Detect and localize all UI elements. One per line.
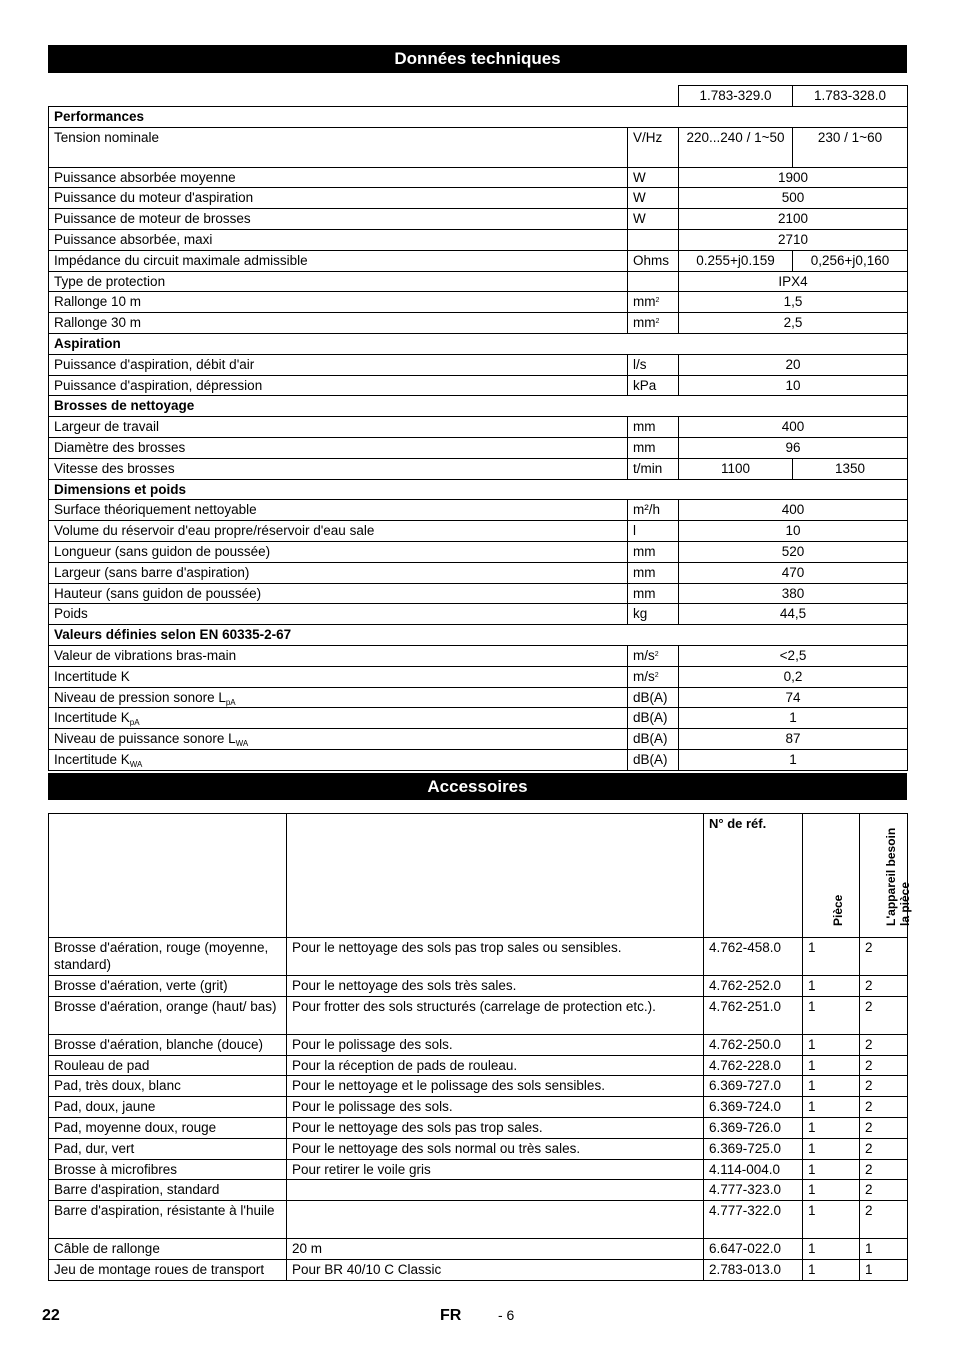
spec-unit-text: W [633, 190, 646, 206]
header-needs-label: L'appareil besoin la pièce [883, 827, 912, 926]
spec-label-text: Largeur de travail [54, 419, 160, 435]
section-title-accessories: Accessoires [48, 773, 907, 800]
spec-label [49, 562, 628, 583]
spec-label-text: Longueur (sans guidon de poussée) [54, 543, 271, 559]
technical-data-table [48, 85, 908, 771]
spec-unit [628, 687, 679, 708]
spec-value: 520 [679, 541, 908, 562]
accessory-name: Pad, moyenne doux, rouge [49, 1117, 287, 1138]
spec-unit-text: Ohms [633, 252, 670, 268]
spec-value: 44,5 [679, 604, 908, 625]
accessory-row [49, 1097, 908, 1118]
accessory-description: Pour retirer le voile gris [287, 1159, 704, 1180]
accessory-row [49, 1259, 908, 1280]
spec-value: 470 [679, 562, 908, 583]
header-ref: N° de réf. [704, 814, 803, 938]
accessory-piece: 1 [803, 1239, 860, 1260]
accessory-ref: 4.762-458.0 [704, 938, 803, 976]
spec-label [49, 541, 628, 562]
accessory-name: Barre d'aspiration, résistante à l'huile [49, 1201, 287, 1239]
accessory-ref: 6.369-725.0 [704, 1138, 803, 1159]
spec-label-text: Volume du réservoir d'eau propre/réservoir d'eau sale [54, 523, 375, 539]
spec-label-text: Puissance du moteur d'aspiration [54, 190, 254, 206]
spec-label-text: Diamètre des brosses [54, 439, 186, 455]
spec-unit-text: mm [633, 564, 656, 580]
accessory-piece: 1 [803, 1117, 860, 1138]
spec-label [49, 437, 628, 458]
spec-label-text: Puissance absorbée moyenne [54, 169, 236, 185]
spec-label-text: Puissance d'aspiration, dépression [54, 377, 263, 393]
spec-unit-text: dB(A) [633, 731, 668, 747]
spec-value: 2100 [679, 209, 908, 230]
spec-value: 87 [679, 729, 908, 750]
accessory-ref: 4.762-228.0 [704, 1055, 803, 1076]
spec-unit-text: mm [633, 419, 656, 435]
spec-unit [628, 354, 679, 375]
accessory-piece: 1 [803, 1138, 860, 1159]
spec-label [49, 375, 628, 396]
accessory-row [49, 1159, 908, 1180]
accessory-row [49, 1117, 908, 1138]
accessory-name: Brosse d'aération, blanche (douce) [49, 1034, 287, 1055]
spec-value-model-2: 0,256+j0,160 [793, 250, 908, 271]
spec-unit [628, 375, 679, 396]
accessory-piece: 1 [803, 976, 860, 997]
section-heading: Aspiration [49, 333, 908, 354]
spec-row [49, 437, 908, 458]
spec-value: 1 [679, 708, 908, 729]
spec-label [49, 271, 628, 292]
spec-label [49, 292, 628, 313]
spec-label [49, 417, 628, 438]
spec-label [49, 749, 628, 770]
spec-label [49, 313, 628, 334]
spec-row [49, 583, 908, 604]
accessory-ref: 6.369-724.0 [704, 1097, 803, 1118]
accessory-name: Câble de rallonge [49, 1239, 287, 1260]
sub-page-number [498, 1307, 514, 1323]
accessory-needs: 2 [860, 938, 908, 976]
spec-unit-text: W [633, 211, 646, 227]
spec-label [49, 604, 628, 625]
accessory-needs: 2 [860, 1117, 908, 1138]
spec-label [49, 645, 628, 666]
spec-row [49, 209, 908, 230]
section-title-technical-data: Données techniques [48, 45, 907, 73]
spec-row [49, 687, 908, 708]
spec-label-text: Rallonge 10 m [54, 294, 142, 310]
spec-unit [628, 209, 679, 230]
spec-value: 1900 [679, 167, 908, 188]
accessory-row [49, 1239, 908, 1260]
spec-unit [628, 437, 679, 458]
spec-unit [628, 583, 679, 604]
accessory-ref: 2.783-013.0 [704, 1259, 803, 1280]
spec-unit [628, 562, 679, 583]
accessory-piece: 1 [803, 1259, 860, 1280]
spec-label-subscript: pA [129, 718, 140, 728]
spec-value-model-1: 1100 [679, 458, 793, 479]
section-heading: Performances [49, 106, 908, 127]
spec-row [49, 458, 908, 479]
spec-row [49, 127, 908, 167]
spec-unit [628, 229, 679, 250]
spec-label-subscript: pA [225, 697, 236, 707]
accessory-ref: 4.762-250.0 [704, 1034, 803, 1055]
spec-unit-text: t/min [633, 460, 663, 476]
spec-unit [628, 729, 679, 750]
spec-unit-text: dB(A) [633, 689, 668, 705]
accessory-description: Pour le polissage des sols. [287, 1097, 704, 1118]
model-number: 1.783-329.0 [679, 86, 793, 107]
spec-label-text: Niveau de pression sonore L [54, 689, 226, 705]
header-piece-label: Pièce [831, 894, 845, 926]
accessory-name: Pad, dur, vert [49, 1138, 287, 1159]
spec-unit [628, 645, 679, 666]
accessory-description [287, 1180, 704, 1201]
accessory-piece: 1 [803, 1034, 860, 1055]
accessory-name: Barre d'aspiration, standard [49, 1180, 287, 1201]
spec-unit-superscript: 2 [655, 318, 660, 326]
accessory-ref: 4.762-252.0 [704, 976, 803, 997]
spec-label-text: Rallonge 30 m [54, 315, 142, 331]
section-row [49, 106, 908, 127]
accessory-description: Pour BR 40/10 C Classic [287, 1259, 704, 1280]
spec-row [49, 666, 908, 687]
spec-unit [628, 313, 679, 334]
spec-row [49, 500, 908, 521]
accessory-needs: 2 [860, 976, 908, 997]
section-heading: Dimensions et poids [49, 479, 908, 500]
spec-unit [628, 604, 679, 625]
spec-value-model-1: 220...240 / 1~50 [679, 127, 793, 167]
accessory-name: Brosse d'aération, rouge (moyenne, standard) [49, 938, 287, 976]
spec-value: <2,5 [679, 645, 908, 666]
spec-label-text: Vitesse des brosses [54, 460, 175, 476]
spec-value-model-2: 1350 [793, 458, 908, 479]
accessory-row [49, 938, 908, 976]
spec-unit-text: l/s [633, 356, 647, 372]
accessory-description: Pour le nettoyage et le polissage des sols sensibles. [287, 1076, 704, 1097]
accessory-name: Jeu de montage roues de transport [49, 1259, 287, 1280]
spec-label [49, 521, 628, 542]
spec-unit-text: m/s [633, 668, 655, 684]
spec-row [49, 541, 908, 562]
accessory-needs: 2 [860, 996, 908, 1034]
accessory-piece: 1 [803, 1076, 860, 1097]
accessory-name: Pad, doux, jaune [49, 1097, 287, 1118]
spec-value: 74 [679, 687, 908, 708]
spec-value: 10 [679, 521, 908, 542]
spec-label [49, 167, 628, 188]
accessory-name: Brosse d'aération, verte (grit) [49, 976, 287, 997]
spec-label [49, 354, 628, 375]
accessory-needs: 2 [860, 1138, 908, 1159]
spec-label [49, 687, 628, 708]
spec-label [49, 729, 628, 750]
spec-row [49, 354, 908, 375]
accessory-row [49, 976, 908, 997]
header-needs [860, 814, 912, 938]
spec-unit-superscript: 2 [654, 671, 659, 679]
spec-row [49, 604, 908, 625]
spec-label-text: Hauteur (sans guidon de poussée) [54, 585, 262, 601]
spec-value-model-1: 0.255+j0.159 [679, 250, 793, 271]
spec-value: 96 [679, 437, 908, 458]
language-code: FR [440, 1307, 462, 1324]
spec-row [49, 562, 908, 583]
accessory-description: Pour le polissage des sols. [287, 1034, 704, 1055]
spec-unit-text: kPa [633, 377, 657, 393]
spec-value: 0,2 [679, 666, 908, 687]
section-row [49, 625, 908, 646]
spec-unit [628, 458, 679, 479]
accessory-ref: 4.114-004.0 [704, 1159, 803, 1180]
accessory-name: Rouleau de pad [49, 1055, 287, 1076]
spec-unit-text: kg [633, 606, 648, 622]
accessory-description: Pour le nettoyage des sols pas trop sales. [287, 1117, 704, 1138]
spec-unit-text: mm [633, 294, 656, 310]
accessory-description: Pour la réception de pads de rouleau. [287, 1055, 704, 1076]
spec-label-text: Impédance du circuit maximale admissible [54, 252, 308, 268]
spec-unit [628, 127, 679, 167]
accessory-description: Pour le nettoyage des sols très sales. [287, 976, 704, 997]
spec-row [49, 708, 908, 729]
accessory-piece: 1 [803, 1097, 860, 1118]
accessory-row [49, 1034, 908, 1055]
spec-row [49, 417, 908, 438]
accessory-name: Pad, très doux, blanc [49, 1076, 287, 1097]
accessory-ref: 6.369-727.0 [704, 1076, 803, 1097]
accessory-needs: 2 [860, 1201, 908, 1239]
header-blank [49, 814, 287, 938]
spec-unit-text: dB(A) [633, 751, 668, 767]
spec-unit [628, 749, 679, 770]
spec-unit [628, 292, 679, 313]
accessory-description: Pour le nettoyage des sols pas trop sales ou sensibles. [287, 938, 704, 976]
accessory-piece: 1 [803, 1055, 860, 1076]
spec-unit [628, 541, 679, 562]
section-heading: Brosses de nettoyage [49, 396, 908, 417]
spec-label-subscript: WA [129, 759, 143, 769]
accessory-piece: 1 [803, 938, 860, 976]
accessory-needs: 2 [860, 1159, 908, 1180]
section-heading: Valeurs définies selon EN 60335-2-67 [49, 625, 908, 646]
spec-label [49, 229, 628, 250]
accessory-row [49, 1076, 908, 1097]
spec-value: 500 [679, 188, 908, 209]
accessory-needs: 1 [860, 1239, 908, 1260]
spec-label-text: Type de protection [54, 273, 166, 289]
model-header-row [49, 86, 908, 107]
section-row [49, 333, 908, 354]
spec-unit-text: W [633, 169, 646, 185]
spec-unit-text: m/s [633, 647, 655, 663]
spec-unit-text: l [633, 523, 636, 539]
accessory-piece: 1 [803, 1201, 860, 1239]
spec-unit [628, 188, 679, 209]
spec-value: 400 [679, 500, 908, 521]
header-blank [287, 814, 704, 938]
spec-unit-text: mm [633, 585, 656, 601]
accessory-row [49, 1201, 908, 1239]
spec-unit [628, 500, 679, 521]
spec-label-text: Incertitude K [54, 710, 130, 726]
spec-value: 2,5 [679, 313, 908, 334]
accessory-ref: 6.369-726.0 [704, 1117, 803, 1138]
accessory-description: 20 m [287, 1239, 704, 1260]
accessory-needs: 1 [860, 1259, 908, 1280]
spec-value: IPX4 [679, 271, 908, 292]
spec-unit-text: mm [633, 439, 656, 455]
section-row [49, 479, 908, 500]
spec-label [49, 188, 628, 209]
spec-row [49, 729, 908, 750]
accessory-needs: 2 [860, 1097, 908, 1118]
spec-label-text: Niveau de puissance sonore L [54, 731, 236, 747]
spec-unit-text: mm [633, 315, 656, 331]
spec-unit [628, 250, 679, 271]
accessory-piece: 1 [803, 996, 860, 1034]
spec-row [49, 271, 908, 292]
accessory-row [49, 996, 908, 1034]
spec-label [49, 127, 628, 167]
spec-unit-text: m²/h [633, 502, 660, 518]
header-piece [803, 814, 860, 938]
spec-label-text: Puissance d'aspiration, débit d'air [54, 356, 255, 372]
accessory-needs: 2 [860, 1180, 908, 1201]
spec-row [49, 167, 908, 188]
spec-unit [628, 521, 679, 542]
spec-row [49, 292, 908, 313]
spec-label [49, 500, 628, 521]
spec-value-model-2: 230 / 1~60 [793, 127, 908, 167]
spec-unit [628, 417, 679, 438]
page-number: 22 [42, 1307, 60, 1324]
spec-label-text: Tension nominale [54, 129, 160, 145]
spec-unit [628, 666, 679, 687]
model-number: 1.783-328.0 [793, 86, 908, 107]
spec-row [49, 229, 908, 250]
accessory-ref: 6.647-022.0 [704, 1239, 803, 1260]
accessory-name: Brosse à microfibres [49, 1159, 287, 1180]
spec-value: 2710 [679, 229, 908, 250]
spec-label-text: Puissance de moteur de brosses [54, 211, 251, 227]
spec-label [49, 458, 628, 479]
accessory-needs: 2 [860, 1034, 908, 1055]
accessory-description: Pour le nettoyage des sols normal ou très sales. [287, 1138, 704, 1159]
accessory-row [49, 1055, 908, 1076]
spec-row [49, 749, 908, 770]
accessory-needs: 2 [860, 1055, 908, 1076]
accessory-ref: 4.777-322.0 [704, 1201, 803, 1239]
spec-label-text: Valeur de vibrations bras-main [54, 647, 237, 663]
spec-value: 10 [679, 375, 908, 396]
accessory-ref: 4.762-251.0 [704, 996, 803, 1034]
spec-label [49, 666, 628, 687]
spec-value: 1 [679, 749, 908, 770]
accessory-piece: 1 [803, 1180, 860, 1201]
spec-row [49, 313, 908, 334]
accessory-needs: 2 [860, 1076, 908, 1097]
spec-unit [628, 708, 679, 729]
spec-label [49, 708, 628, 729]
spec-row [49, 521, 908, 542]
spec-label-text: Largeur (sans barre d'aspiration) [54, 564, 250, 580]
spec-unit-superscript: 2 [654, 650, 659, 658]
header-blank [49, 86, 679, 107]
spec-unit [628, 167, 679, 188]
accessories-table [48, 813, 912, 1281]
spec-label [49, 583, 628, 604]
accessory-row [49, 1180, 908, 1201]
accessories-header-row [49, 814, 908, 938]
spec-label [49, 250, 628, 271]
spec-row [49, 250, 908, 271]
spec-unit-superscript: 2 [655, 297, 660, 305]
accessory-row [49, 1138, 908, 1159]
spec-label-text: Incertitude K [54, 668, 130, 684]
spec-label [49, 209, 628, 230]
spec-row [49, 188, 908, 209]
spec-value: 400 [679, 417, 908, 438]
spec-label-text: Poids [54, 606, 88, 622]
accessory-ref: 4.777-323.0 [704, 1180, 803, 1201]
sub-page-number-text: - 6 [498, 1307, 515, 1323]
section-row [49, 396, 908, 417]
spec-unit-text: mm [633, 543, 656, 559]
spec-value: 380 [679, 583, 908, 604]
spec-value: 1,5 [679, 292, 908, 313]
accessory-description [287, 1201, 704, 1239]
spec-row [49, 645, 908, 666]
spec-label-text: Surface théoriquement nettoyable [54, 502, 257, 518]
accessory-piece: 1 [803, 1159, 860, 1180]
spec-unit [628, 271, 679, 292]
spec-label-subscript: WA [235, 739, 249, 749]
spec-value: 20 [679, 354, 908, 375]
spec-unit-text: V/Hz [633, 129, 663, 145]
spec-label-text: Incertitude K [54, 751, 130, 767]
spec-unit-text: dB(A) [633, 710, 668, 726]
accessory-description: Pour frotter des sols structurés (carrelage de protection etc.). [287, 996, 704, 1034]
spec-row [49, 375, 908, 396]
spec-label-text: Puissance absorbée, maxi [54, 231, 213, 247]
accessory-name: Brosse d'aération, orange (haut/ bas) [49, 996, 287, 1034]
